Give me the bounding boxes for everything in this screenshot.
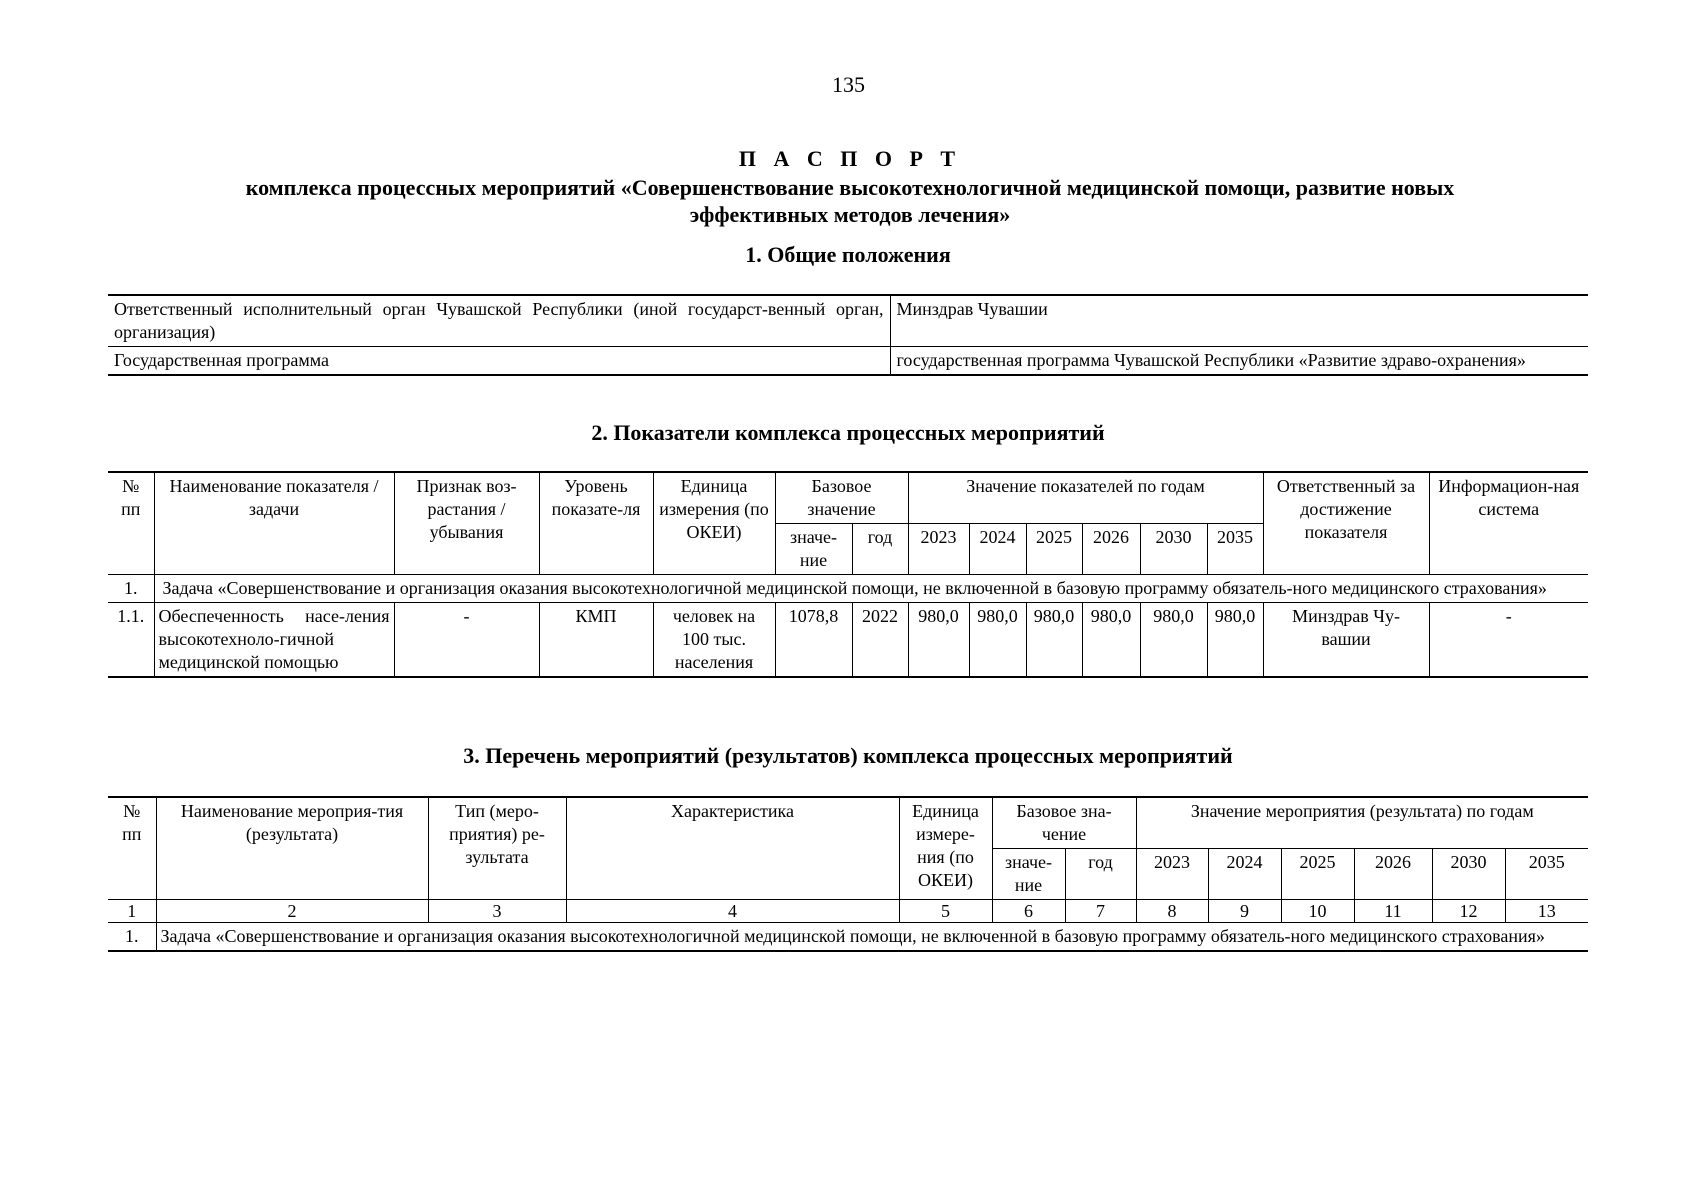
header-year: 2030	[1140, 524, 1207, 575]
header-num: № пп	[108, 797, 156, 900]
header-year: 2025	[1026, 524, 1082, 575]
header-row	[108, 472, 1588, 524]
header-year: 2023	[908, 524, 969, 575]
header-year: 2024	[1208, 849, 1281, 900]
task-text: Задача «Совершенствование и организация оказания высокотехнологичной медицинской помощи, не включенной в базовую программу обязатель-ного медицинского страхования»	[156, 923, 1588, 952]
header-years-group: Значение показателей по годам	[908, 472, 1263, 524]
indicators-table	[108, 471, 1588, 678]
header-num: № пп	[108, 472, 154, 575]
header-year: 2035	[1207, 524, 1263, 575]
subtitle-line-2: эффективных методов лечения»	[689, 202, 1011, 227]
base-year: 2022	[852, 603, 908, 678]
column-number: 3	[428, 900, 566, 923]
responsible-value: Минздрав Чу-вашии	[1263, 603, 1429, 678]
subtitle-line-1: комплекса процессных мероприятий «Совершенствование высокотехнологичной медицинской помощи, развитие новых	[245, 175, 1455, 200]
document-subtitle	[120, 174, 1580, 228]
header-year: 2023	[1136, 849, 1208, 900]
table-row	[108, 295, 1588, 347]
header-year: 2035	[1505, 849, 1588, 900]
row-num: 1.1.	[108, 603, 154, 678]
column-number: 13	[1505, 900, 1588, 923]
header-growth-sign: Признак воз-растания / убывания	[394, 472, 539, 575]
indicator-unit: человек на 100 тыс. населения	[653, 603, 775, 678]
column-number: 6	[992, 900, 1065, 923]
activities-table	[108, 796, 1588, 952]
header-years-group: Значение мероприятия (результата) по годам	[1136, 797, 1588, 849]
column-number-row	[108, 900, 1588, 923]
header-activity-name: Наименование мероприя-тия (результата)	[156, 797, 428, 900]
table-row	[108, 347, 1588, 376]
section1-heading: 1. Общие положения	[745, 242, 951, 267]
header-base-year: год	[852, 524, 908, 575]
column-number: 5	[899, 900, 992, 923]
info-system-value: -	[1429, 603, 1588, 678]
header-unit: Единица измерения (по ОКЕИ)	[653, 472, 775, 575]
section3-heading: 3. Перечень мероприятий (результатов) комплекса процессных мероприятий	[463, 743, 1233, 768]
header-year: 2025	[1281, 849, 1354, 900]
header-year: 2024	[969, 524, 1026, 575]
page-number: 135	[832, 72, 865, 97]
header-activity-type: Тип (меро-приятия) ре-зультата	[428, 797, 566, 900]
column-number: 12	[1432, 900, 1505, 923]
year-value: 980,0	[908, 603, 969, 678]
growth-sign: -	[394, 603, 539, 678]
header-base-value: значе-ние	[992, 849, 1065, 900]
column-number: 8	[1136, 900, 1208, 923]
header-year: 2026	[1354, 849, 1432, 900]
document-title: П А С П О Р Т	[738, 146, 962, 171]
task-num: 1.	[108, 575, 154, 603]
header-base-year: год	[1065, 849, 1136, 900]
year-value: 980,0	[1082, 603, 1140, 678]
header-indicator-name: Наименование показателя / задачи	[154, 472, 394, 575]
task-text: Задача «Совершенствование и организация оказания высокотехнологичной медицинской помощи, не включенной в базовую программу обязатель-ного медицинского страхования»	[154, 575, 1588, 603]
section2-heading: 2. Показатели комплекса процессных мероприятий	[591, 420, 1105, 445]
header-level: Уровень показате-ля	[539, 472, 653, 575]
column-number: 11	[1354, 900, 1432, 923]
column-number: 10	[1281, 900, 1354, 923]
header-responsible: Ответственный за достижение показателя	[1263, 472, 1429, 575]
table-row	[108, 603, 1588, 678]
header-year: 2026	[1082, 524, 1140, 575]
header-year: 2030	[1432, 849, 1505, 900]
indicator-name: Обеспеченность насе-ления высокотехноло-гичной медицинской помощью	[154, 603, 394, 678]
header-row	[108, 797, 1588, 849]
year-value: 980,0	[1207, 603, 1263, 678]
responsible-body-value: Минздрав Чувашии	[890, 295, 1588, 347]
task-row	[108, 575, 1588, 603]
column-number: 4	[566, 900, 899, 923]
general-provisions-table	[108, 294, 1588, 376]
task-row	[108, 923, 1588, 952]
responsible-body-label: Ответственный исполнительный орган Чувашской Республики (иной государст-венный орган, организация)	[108, 295, 890, 347]
header-unit: Единица измере-ния (по ОКЕИ)	[899, 797, 992, 900]
year-value: 980,0	[1140, 603, 1207, 678]
header-characteristic: Характеристика	[566, 797, 899, 900]
state-program-value: государственная программа Чувашской Республики «Развитие здраво-охранения»	[890, 347, 1588, 376]
column-number: 9	[1208, 900, 1281, 923]
year-value: 980,0	[969, 603, 1026, 678]
column-number: 1	[108, 900, 156, 923]
state-program-label: Государственная программа	[108, 347, 890, 376]
header-base: Базовое значение	[775, 472, 908, 524]
column-number: 2	[156, 900, 428, 923]
year-value: 980,0	[1026, 603, 1082, 678]
task-num: 1.	[108, 923, 156, 952]
column-number: 7	[1065, 900, 1136, 923]
indicator-level: КМП	[539, 603, 653, 678]
header-base: Базовое зна-чение	[992, 797, 1136, 849]
header-base-value: значе-ние	[775, 524, 852, 575]
header-info-system: Информацион-ная система	[1429, 472, 1588, 575]
base-value: 1078,8	[775, 603, 852, 678]
